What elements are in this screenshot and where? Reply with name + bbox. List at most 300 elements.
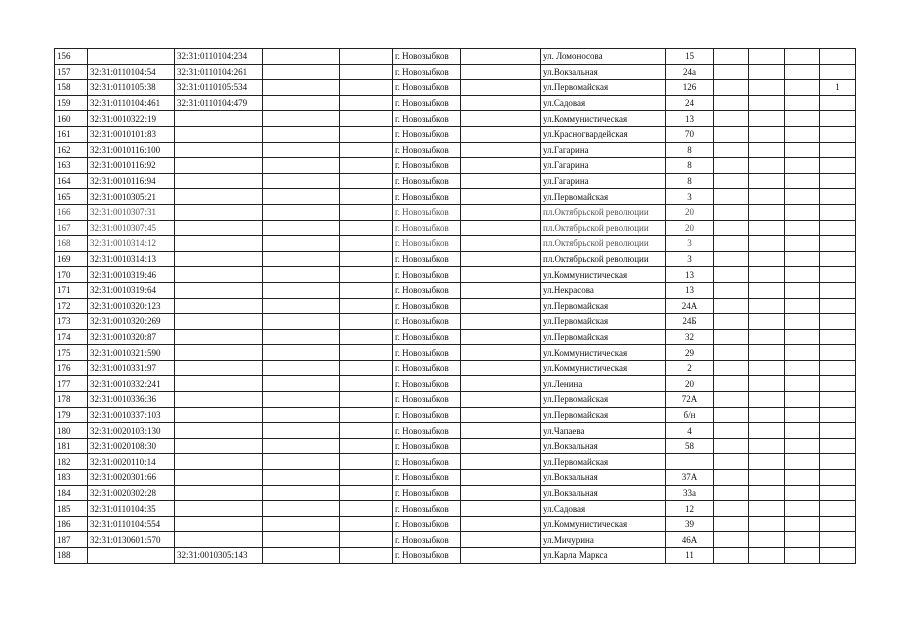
house-number-cell: 13 (666, 282, 714, 298)
city-cell: г. Новозыбков (393, 126, 461, 142)
cadastral-number-cell (88, 49, 175, 65)
row-number-cell: 167 (55, 220, 88, 236)
row-number-cell: 169 (55, 251, 88, 267)
flag-cell (820, 142, 856, 158)
house-number-cell: 2 (666, 360, 714, 376)
empty-cell (714, 501, 749, 517)
table-row (55, 204, 856, 220)
empty-cell (263, 173, 340, 189)
empty-cell (263, 111, 340, 127)
house-number-cell: 12 (666, 501, 714, 517)
cadastral-number-cell (88, 548, 175, 564)
house-number-cell: 13 (666, 111, 714, 127)
empty-cell (714, 314, 749, 330)
street-cell: ул.Первомайская (541, 454, 666, 470)
row-number-cell: 162 (55, 142, 88, 158)
empty-cell (749, 423, 785, 439)
empty-cell (714, 454, 749, 470)
cadastral-number-cell: 32:31:0010320:269 (88, 314, 175, 330)
empty-cell (263, 407, 340, 423)
empty-cell (749, 111, 785, 127)
street-cell: ул.Первомайская (541, 80, 666, 96)
cadastral-number-alt-cell (175, 438, 263, 454)
cadastral-number-cell: 32:31:0020108:30 (88, 438, 175, 454)
empty-cell (461, 532, 541, 548)
table-row (55, 142, 856, 158)
empty-cell (263, 126, 340, 142)
cadastral-number-cell: 32:31:0020110:14 (88, 454, 175, 470)
empty-cell (263, 329, 340, 345)
street-cell: ул.Красногвардейская (541, 126, 666, 142)
house-number-cell: 32 (666, 329, 714, 345)
cadastral-number-alt-cell (175, 423, 263, 439)
empty-cell (461, 158, 541, 174)
empty-cell (785, 501, 820, 517)
flag-cell (820, 360, 856, 376)
empty-cell (340, 251, 393, 267)
empty-cell (340, 376, 393, 392)
cadastral-number-alt-cell (175, 111, 263, 127)
cadastral-number-alt-cell (175, 329, 263, 345)
empty-cell (749, 236, 785, 252)
table-row (55, 236, 856, 252)
street-cell: ул.Некрасова (541, 282, 666, 298)
cadastral-number-alt-cell (175, 376, 263, 392)
empty-cell (461, 516, 541, 532)
empty-cell (714, 360, 749, 376)
street-cell: ул.Ленина (541, 376, 666, 392)
flag-cell (820, 204, 856, 220)
table-row (55, 345, 856, 361)
empty-cell (714, 142, 749, 158)
street-cell: ул.Вокзальная (541, 470, 666, 486)
empty-cell (340, 204, 393, 220)
empty-cell (785, 454, 820, 470)
table-row (55, 532, 856, 548)
empty-cell (263, 251, 340, 267)
empty-cell (785, 49, 820, 65)
empty-cell (714, 407, 749, 423)
empty-cell (263, 516, 340, 532)
empty-cell (714, 485, 749, 501)
empty-cell (714, 298, 749, 314)
cadastral-number-cell: 32:31:0010332:241 (88, 376, 175, 392)
empty-cell (714, 548, 749, 564)
street-cell: ул.Садовая (541, 501, 666, 517)
cadastral-number-alt-cell (175, 392, 263, 408)
cadastral-number-alt-cell (175, 516, 263, 532)
empty-cell (714, 204, 749, 220)
empty-cell (461, 548, 541, 564)
empty-cell (749, 314, 785, 330)
empty-cell (461, 80, 541, 96)
empty-cell (714, 470, 749, 486)
flag-cell (820, 516, 856, 532)
cadastral-number-cell: 32:31:0020302:28 (88, 485, 175, 501)
empty-cell (714, 158, 749, 174)
empty-cell (340, 64, 393, 80)
cadastral-number-cell: 32:31:0110104:54 (88, 64, 175, 80)
empty-cell (340, 142, 393, 158)
empty-cell (263, 282, 340, 298)
empty-cell (749, 329, 785, 345)
row-number-cell: 168 (55, 236, 88, 252)
empty-cell (340, 407, 393, 423)
house-number-cell: 58 (666, 438, 714, 454)
empty-cell (785, 298, 820, 314)
empty-cell (340, 220, 393, 236)
empty-cell (714, 173, 749, 189)
empty-cell (340, 236, 393, 252)
cadastral-number-alt-cell (175, 204, 263, 220)
property-registry-table (54, 48, 856, 564)
city-cell: г. Новозыбков (393, 282, 461, 298)
street-cell: ул.Вокзальная (541, 485, 666, 501)
street-cell: ул.Коммунистическая (541, 360, 666, 376)
street-cell: ул.Гагарина (541, 173, 666, 189)
cadastral-number-cell: 32:31:0010116:94 (88, 173, 175, 189)
street-cell: ул.Гагарина (541, 158, 666, 174)
empty-cell (263, 236, 340, 252)
row-number-cell: 160 (55, 111, 88, 127)
table-row (55, 111, 856, 127)
empty-cell (714, 392, 749, 408)
house-number-cell: 70 (666, 126, 714, 142)
house-number-cell: 13 (666, 267, 714, 283)
cadastral-number-alt-cell (175, 126, 263, 142)
flag-cell (820, 329, 856, 345)
row-number-cell: 159 (55, 95, 88, 111)
flag-cell (820, 158, 856, 174)
table-body (55, 49, 856, 564)
house-number-cell: б/н (666, 407, 714, 423)
flag-cell (820, 189, 856, 205)
table-row (55, 95, 856, 111)
street-cell: ул.Вокзальная (541, 438, 666, 454)
cadastral-number-cell: 32:31:0020103:130 (88, 423, 175, 439)
empty-cell (749, 345, 785, 361)
table-row (55, 298, 856, 314)
table-row (55, 220, 856, 236)
table-row (55, 485, 856, 501)
city-cell: г. Новозыбков (393, 173, 461, 189)
empty-cell (714, 111, 749, 127)
empty-cell (263, 49, 340, 65)
empty-cell (714, 80, 749, 96)
row-number-cell: 178 (55, 392, 88, 408)
row-number-cell: 164 (55, 173, 88, 189)
table-row (55, 80, 856, 96)
flag-cell (820, 470, 856, 486)
city-cell: г. Новозыбков (393, 329, 461, 345)
table-row (55, 407, 856, 423)
cadastral-number-cell: 32:31:0010307:45 (88, 220, 175, 236)
empty-cell (461, 298, 541, 314)
cadastral-number-cell: 32:31:0010331:97 (88, 360, 175, 376)
street-cell: пл.Октябрьской революции (541, 251, 666, 267)
empty-cell (749, 95, 785, 111)
empty-cell (461, 251, 541, 267)
house-number-cell: 8 (666, 142, 714, 158)
flag-cell (820, 548, 856, 564)
empty-cell (749, 267, 785, 283)
table-row (55, 423, 856, 439)
empty-cell (263, 314, 340, 330)
cadastral-number-cell: 32:31:0010319:64 (88, 282, 175, 298)
empty-cell (263, 158, 340, 174)
cadastral-number-alt-cell (175, 314, 263, 330)
table-row (55, 516, 856, 532)
flag-cell (820, 376, 856, 392)
cadastral-number-cell: 32:31:0010101:83 (88, 126, 175, 142)
street-cell: ул.Вокзальная (541, 64, 666, 80)
empty-cell (749, 173, 785, 189)
cadastral-number-alt-cell (175, 142, 263, 158)
row-number-cell: 179 (55, 407, 88, 423)
empty-cell (461, 173, 541, 189)
cadastral-number-alt-cell: 32:31:0110104:261 (175, 64, 263, 80)
cadastral-number-cell: 32:31:0110104:461 (88, 95, 175, 111)
empty-cell (714, 532, 749, 548)
empty-cell (461, 485, 541, 501)
cadastral-number-cell: 32:31:0010320:123 (88, 298, 175, 314)
empty-cell (340, 501, 393, 517)
empty-cell (263, 454, 340, 470)
empty-cell (461, 282, 541, 298)
empty-cell (340, 423, 393, 439)
empty-cell (263, 298, 340, 314)
empty-cell (714, 95, 749, 111)
empty-cell (749, 204, 785, 220)
table-row (55, 173, 856, 189)
empty-cell (340, 111, 393, 127)
empty-cell (749, 438, 785, 454)
city-cell: г. Новозыбков (393, 80, 461, 96)
flag-cell (820, 407, 856, 423)
empty-cell (714, 423, 749, 439)
cadastral-number-cell: 32:31:0010320:87 (88, 329, 175, 345)
cadastral-number-alt-cell (175, 173, 263, 189)
empty-cell (749, 454, 785, 470)
empty-cell (785, 220, 820, 236)
empty-cell (749, 126, 785, 142)
street-cell: ул.Мичурина (541, 532, 666, 548)
cadastral-number-cell: 32:31:0010305:21 (88, 189, 175, 205)
empty-cell (785, 532, 820, 548)
cadastral-number-alt-cell: 32:31:0110104:479 (175, 95, 263, 111)
empty-cell (263, 360, 340, 376)
empty-cell (785, 407, 820, 423)
flag-cell (820, 126, 856, 142)
street-cell: ул.Коммунистическая (541, 516, 666, 532)
empty-cell (714, 64, 749, 80)
city-cell: г. Новозыбков (393, 470, 461, 486)
cadastral-number-cell: 32:31:0130601:570 (88, 532, 175, 548)
row-number-cell: 158 (55, 80, 88, 96)
empty-cell (714, 282, 749, 298)
empty-cell (461, 329, 541, 345)
cadastral-number-cell: 32:31:0010337:103 (88, 407, 175, 423)
city-cell: г. Новозыбков (393, 251, 461, 267)
row-number-cell: 177 (55, 376, 88, 392)
empty-cell (461, 345, 541, 361)
house-number-cell: 24А (666, 298, 714, 314)
street-cell: ул.Первомайская (541, 392, 666, 408)
row-number-cell: 180 (55, 423, 88, 439)
empty-cell (749, 548, 785, 564)
cadastral-number-cell: 32:31:0010314:12 (88, 236, 175, 252)
cadastral-number-alt-cell (175, 470, 263, 486)
street-cell: ул.Первомайская (541, 298, 666, 314)
empty-cell (263, 345, 340, 361)
city-cell: г. Новозыбков (393, 501, 461, 517)
empty-cell (785, 548, 820, 564)
empty-cell (785, 438, 820, 454)
empty-cell (749, 251, 785, 267)
city-cell: г. Новозыбков (393, 95, 461, 111)
city-cell: г. Новозыбков (393, 298, 461, 314)
table-row (55, 189, 856, 205)
city-cell: г. Новозыбков (393, 142, 461, 158)
empty-cell (461, 220, 541, 236)
flag-cell (820, 111, 856, 127)
city-cell: г. Новозыбков (393, 532, 461, 548)
city-cell: г. Новозыбков (393, 376, 461, 392)
empty-cell (461, 189, 541, 205)
empty-cell (461, 236, 541, 252)
cadastral-number-alt-cell (175, 189, 263, 205)
flag-cell (820, 220, 856, 236)
table-row (55, 158, 856, 174)
empty-cell (263, 438, 340, 454)
row-number-cell: 165 (55, 189, 88, 205)
row-number-cell: 173 (55, 314, 88, 330)
cadastral-number-cell: 32:31:0010116:92 (88, 158, 175, 174)
empty-cell (749, 532, 785, 548)
flag-cell (820, 236, 856, 252)
empty-cell (785, 158, 820, 174)
row-number-cell: 170 (55, 267, 88, 283)
cadastral-number-alt-cell (175, 298, 263, 314)
cadastral-number-cell: 32:31:0110104:35 (88, 501, 175, 517)
row-number-cell: 166 (55, 204, 88, 220)
empty-cell (714, 267, 749, 283)
house-number-cell: 3 (666, 236, 714, 252)
empty-cell (785, 376, 820, 392)
row-number-cell: 171 (55, 282, 88, 298)
row-number-cell: 172 (55, 298, 88, 314)
cadastral-number-cell: 32:31:0010307:31 (88, 204, 175, 220)
city-cell: г. Новозыбков (393, 407, 461, 423)
city-cell: г. Новозыбков (393, 158, 461, 174)
empty-cell (340, 80, 393, 96)
cadastral-number-alt-cell (175, 345, 263, 361)
empty-cell (263, 376, 340, 392)
empty-cell (785, 516, 820, 532)
empty-cell (714, 516, 749, 532)
row-number-cell: 161 (55, 126, 88, 142)
table-row (55, 251, 856, 267)
empty-cell (340, 392, 393, 408)
house-number-cell: 24 (666, 95, 714, 111)
empty-cell (340, 454, 393, 470)
row-number-cell: 175 (55, 345, 88, 361)
house-number-cell: 11 (666, 548, 714, 564)
flag-cell (820, 501, 856, 517)
empty-cell (461, 392, 541, 408)
cadastral-number-alt-cell (175, 360, 263, 376)
cadastral-number-alt-cell (175, 501, 263, 517)
cadastral-number-alt-cell (175, 251, 263, 267)
house-number-cell: 3 (666, 251, 714, 267)
city-cell: г. Новозыбков (393, 548, 461, 564)
table-row (55, 376, 856, 392)
house-number-cell: 4 (666, 423, 714, 439)
flag-cell (820, 345, 856, 361)
cadastral-number-cell: 32:31:0010319:46 (88, 267, 175, 283)
empty-cell (461, 454, 541, 470)
cadastral-number-alt-cell (175, 532, 263, 548)
empty-cell (749, 220, 785, 236)
empty-cell (461, 64, 541, 80)
flag-cell (820, 423, 856, 439)
city-cell: г. Новозыбков (393, 220, 461, 236)
row-number-cell: 181 (55, 438, 88, 454)
empty-cell (263, 80, 340, 96)
cadastral-number-cell: 32:31:0110104:554 (88, 516, 175, 532)
house-number-cell: 46А (666, 532, 714, 548)
table-row (55, 470, 856, 486)
empty-cell (461, 360, 541, 376)
city-cell: г. Новозыбков (393, 236, 461, 252)
empty-cell (461, 376, 541, 392)
row-number-cell: 186 (55, 516, 88, 532)
empty-cell (785, 64, 820, 80)
empty-cell (340, 267, 393, 283)
empty-cell (461, 126, 541, 142)
cadastral-number-alt-cell (175, 282, 263, 298)
empty-cell (749, 360, 785, 376)
street-cell: ул.Карла Маркса (541, 548, 666, 564)
empty-cell (461, 501, 541, 517)
street-cell: ул.Садовая (541, 95, 666, 111)
empty-cell (785, 95, 820, 111)
empty-cell (749, 189, 785, 205)
row-number-cell: 176 (55, 360, 88, 376)
empty-cell (263, 95, 340, 111)
street-cell: ул.Первомайская (541, 314, 666, 330)
house-number-cell: 72А (666, 392, 714, 408)
cadastral-number-cell: 32:31:0010322:19 (88, 111, 175, 127)
cadastral-number-alt-cell: 32:31:0110105:534 (175, 80, 263, 96)
empty-cell (714, 376, 749, 392)
flag-cell (820, 532, 856, 548)
table-row (55, 267, 856, 283)
flag-cell (820, 64, 856, 80)
empty-cell (340, 516, 393, 532)
empty-cell (785, 111, 820, 127)
house-number-cell: 20 (666, 376, 714, 392)
empty-cell (340, 329, 393, 345)
empty-cell (461, 111, 541, 127)
empty-cell (749, 501, 785, 517)
row-number-cell: 163 (55, 158, 88, 174)
city-cell: г. Новозыбков (393, 360, 461, 376)
row-number-cell: 184 (55, 485, 88, 501)
flag-cell (820, 251, 856, 267)
city-cell: г. Новозыбков (393, 438, 461, 454)
empty-cell (461, 314, 541, 330)
